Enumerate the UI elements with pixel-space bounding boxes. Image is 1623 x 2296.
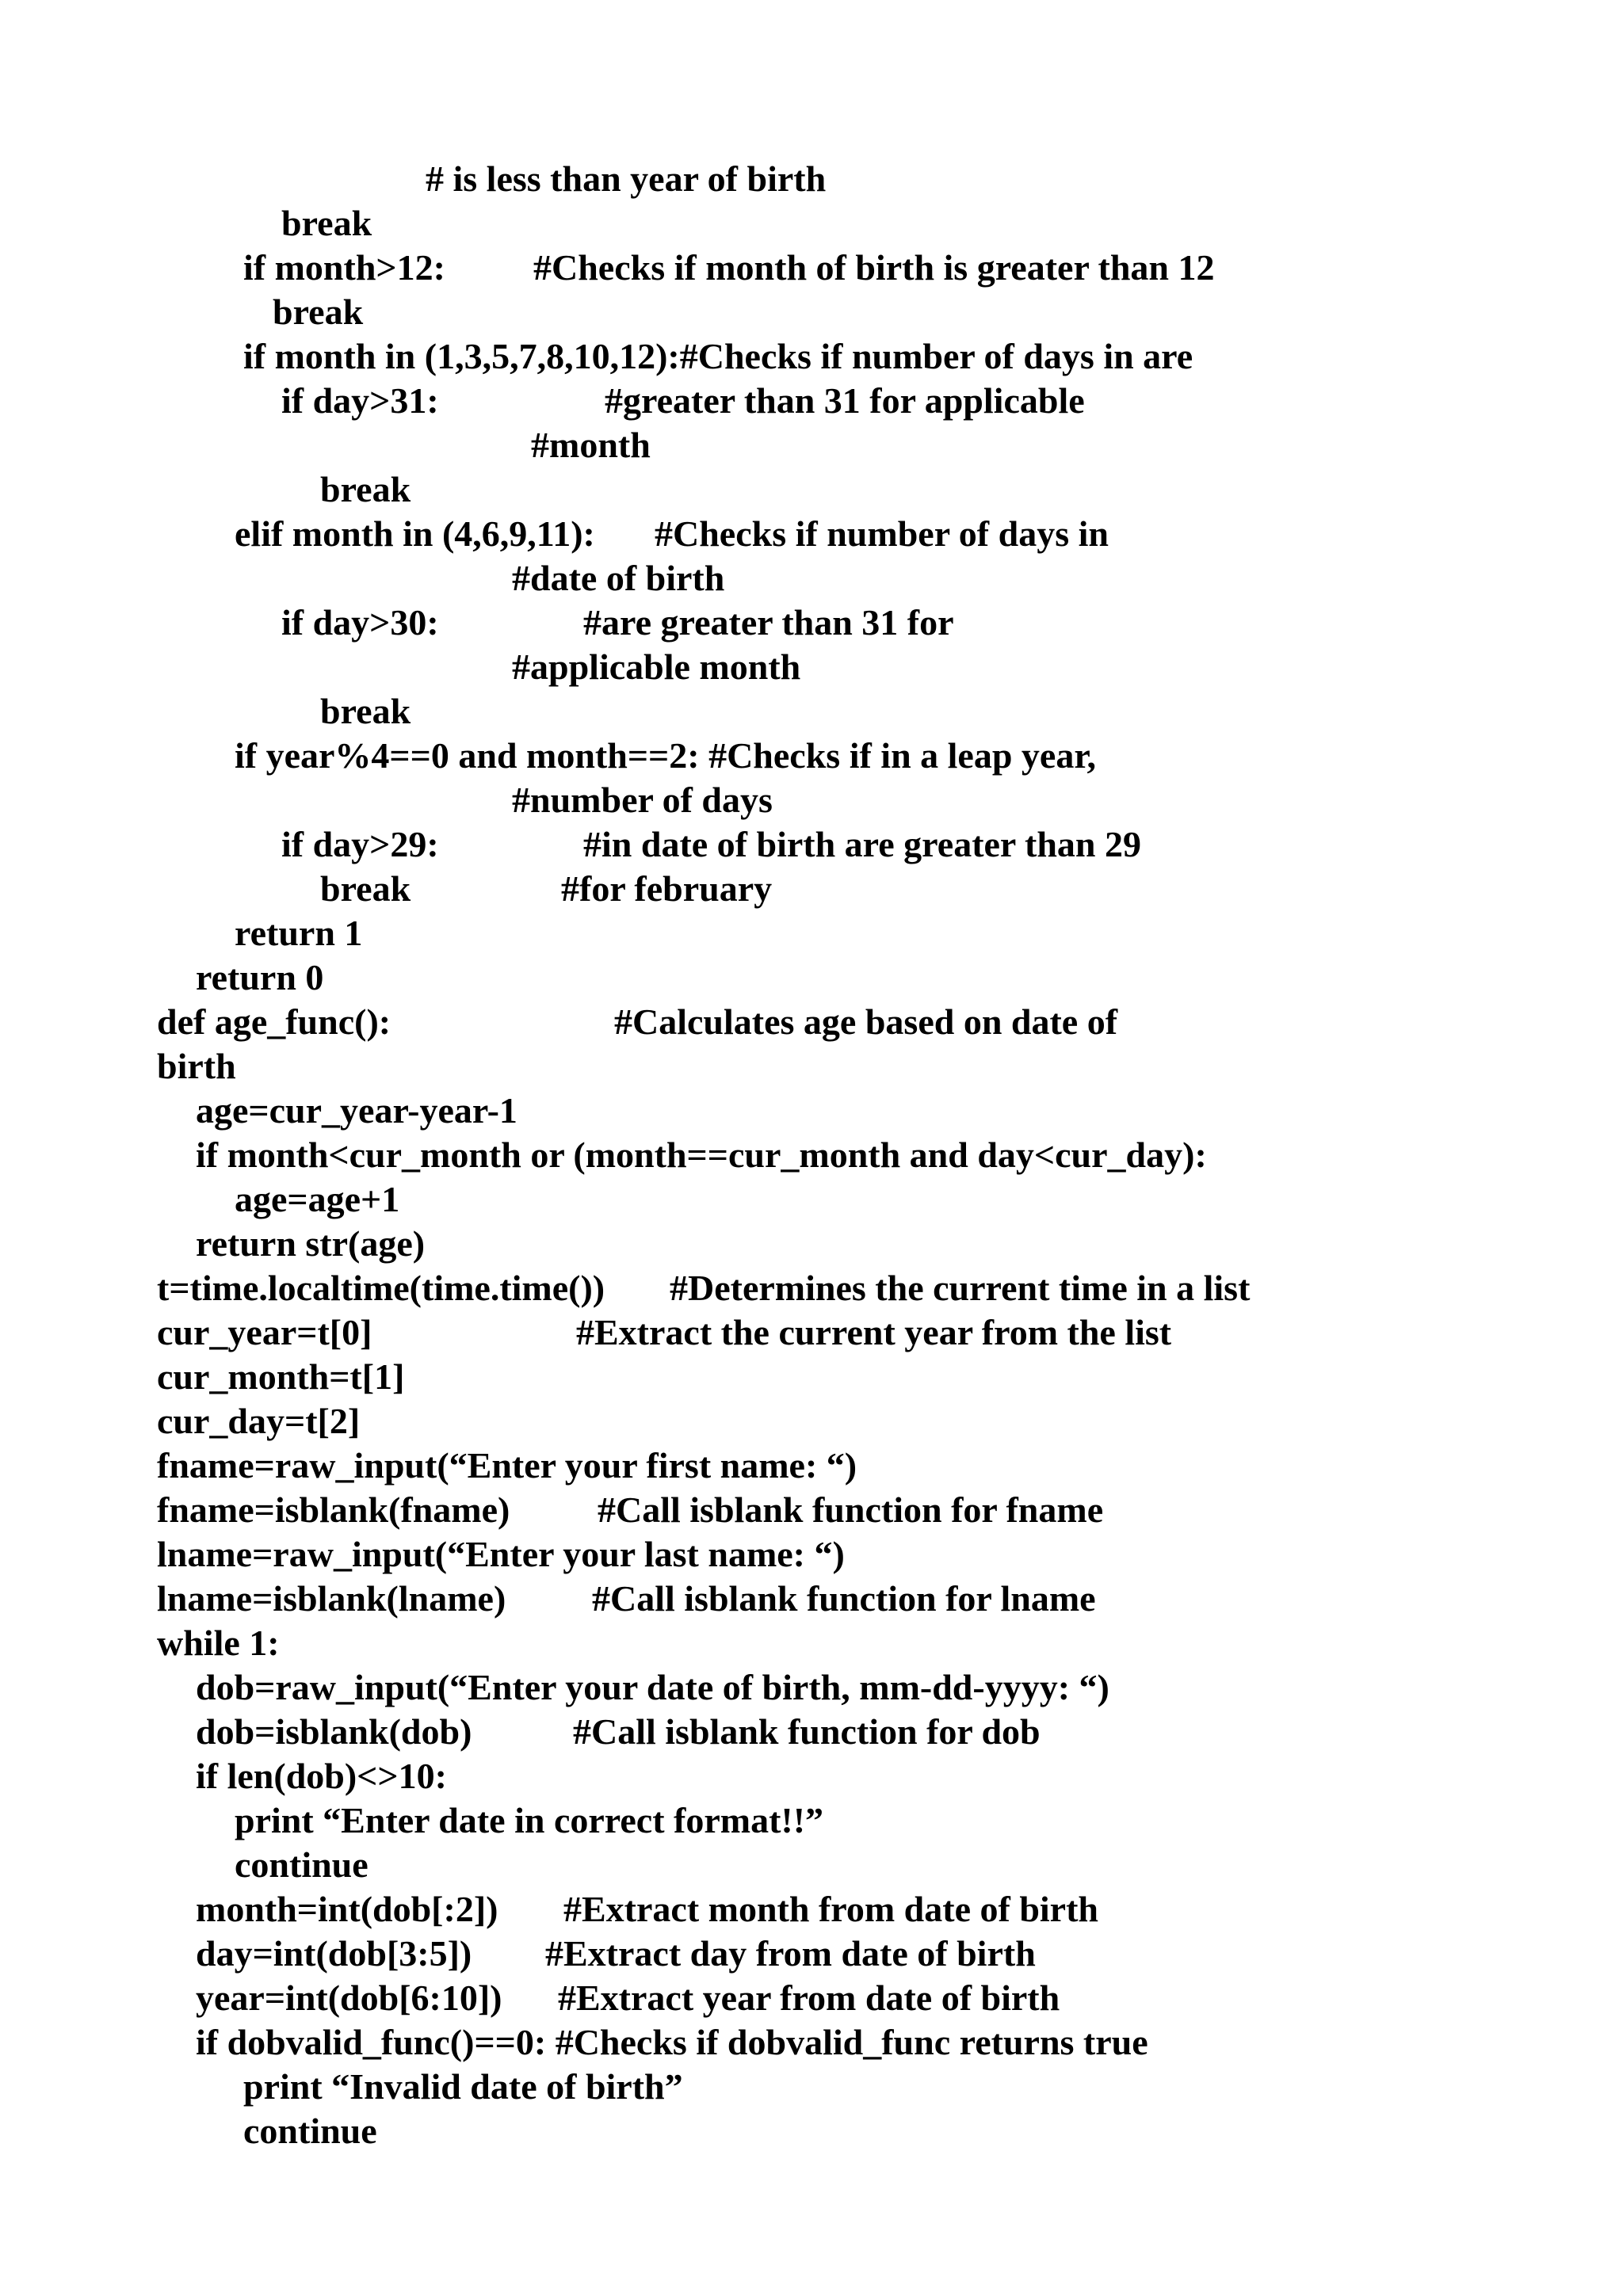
code-text: t=time.localtime(time.time()) xyxy=(157,1268,605,1308)
code-text: break xyxy=(281,203,372,243)
code-comment: #Extract day from date of birth xyxy=(545,1933,1036,1974)
code-comment: #are greater than 31 for xyxy=(583,602,954,643)
code-text: if dobvalid_func()==0: #Checks if dobvalid_func returns true xyxy=(196,2022,1148,2062)
code-comment: #Determines the current time in a list xyxy=(670,1268,1251,1308)
code-comment: #applicable month xyxy=(512,646,801,687)
code-text: cur_day=t[2] xyxy=(157,1401,361,1441)
code-text: lname=isblank(lname) xyxy=(157,1578,506,1619)
code-comment: #Extract year from date of birth xyxy=(558,1978,1060,2018)
code-text: if year%4==0 and month==2: #Checks if in a leap year, xyxy=(235,735,1097,776)
code-comment: #Calculates age based on date of xyxy=(614,1001,1118,1042)
code-text: fname=raw_input(“Enter your first name: “) xyxy=(157,1445,857,1486)
code-text: if len(dob)<>10: xyxy=(196,1756,447,1796)
code-comment: #Extract the current year from the list xyxy=(576,1312,1172,1352)
code-comment: #Call isblank function for fname xyxy=(598,1489,1104,1530)
code-text: day=int(dob[3:5]) xyxy=(196,1933,472,1974)
code-text: if day>30: xyxy=(281,602,439,643)
code-comment: # is less than year of birth xyxy=(426,158,827,199)
code-text: lname=raw_input(“Enter your last name: “) xyxy=(157,1534,845,1574)
code-text: break xyxy=(273,292,364,332)
code-comment: #date of birth xyxy=(512,558,725,598)
code-text: if day>29: xyxy=(281,824,439,864)
code-text: return 1 xyxy=(235,913,363,953)
code-text: break xyxy=(320,868,411,909)
code-text: print “Enter date in correct format!!” xyxy=(235,1800,824,1840)
code-text: if month<cur_month or (month==cur_month and day<cur_day): xyxy=(196,1135,1207,1175)
code-text: age=age+1 xyxy=(235,1179,400,1219)
code-text: cur_year=t[0] xyxy=(157,1312,372,1352)
code-text: break xyxy=(320,691,411,731)
code-comment: #number of days xyxy=(512,780,773,820)
code-text: while 1: xyxy=(157,1623,280,1663)
code-text: continue xyxy=(243,2111,377,2151)
code-text: if day>31: xyxy=(281,380,439,421)
code-comment: #Checks if number of days in xyxy=(655,513,1109,554)
code-comment: #greater than 31 for applicable xyxy=(605,380,1085,421)
code-comment: #Call isblank function for dob xyxy=(573,1711,1041,1752)
code-text: print “Invalid date of birth” xyxy=(243,2066,683,2107)
code-text: year=int(dob[6:10]) xyxy=(196,1978,502,2018)
code-text: def age_func(): xyxy=(157,1001,391,1042)
code-text: if month in (1,3,5,7,8,10,12):#Checks if number of days in are xyxy=(243,336,1193,376)
code-comment: #Checks if month of birth is greater than 12 xyxy=(533,247,1215,288)
code-text: dob=raw_input(“Enter your date of birth, mm-dd-yyyy: “) xyxy=(196,1667,1109,1707)
code-text: if month>12: xyxy=(243,247,445,288)
code-text: cur_month=t[1] xyxy=(157,1356,405,1397)
code-comment: #Extract month from date of birth xyxy=(563,1889,1098,1929)
code-comment: #month xyxy=(531,425,651,465)
code-text: elif month in (4,6,9,11): xyxy=(235,513,595,554)
code-text: break xyxy=(320,469,411,509)
code-text: birth xyxy=(157,1046,236,1086)
code-text: continue xyxy=(235,1844,369,1885)
code-text: return str(age) xyxy=(196,1223,426,1264)
code-text: return 0 xyxy=(196,957,324,997)
code-comment: #for february xyxy=(561,868,773,909)
code-text: fname=isblank(fname) xyxy=(157,1489,510,1530)
code-text: dob=isblank(dob) xyxy=(196,1711,472,1752)
code-comment: #in date of birth are greater than 29 xyxy=(583,824,1141,864)
code-comment: #Call isblank function for lname xyxy=(592,1578,1096,1619)
code-text: month=int(dob[:2]) xyxy=(196,1889,498,1929)
code-text: age=cur_year-year-1 xyxy=(196,1090,517,1131)
